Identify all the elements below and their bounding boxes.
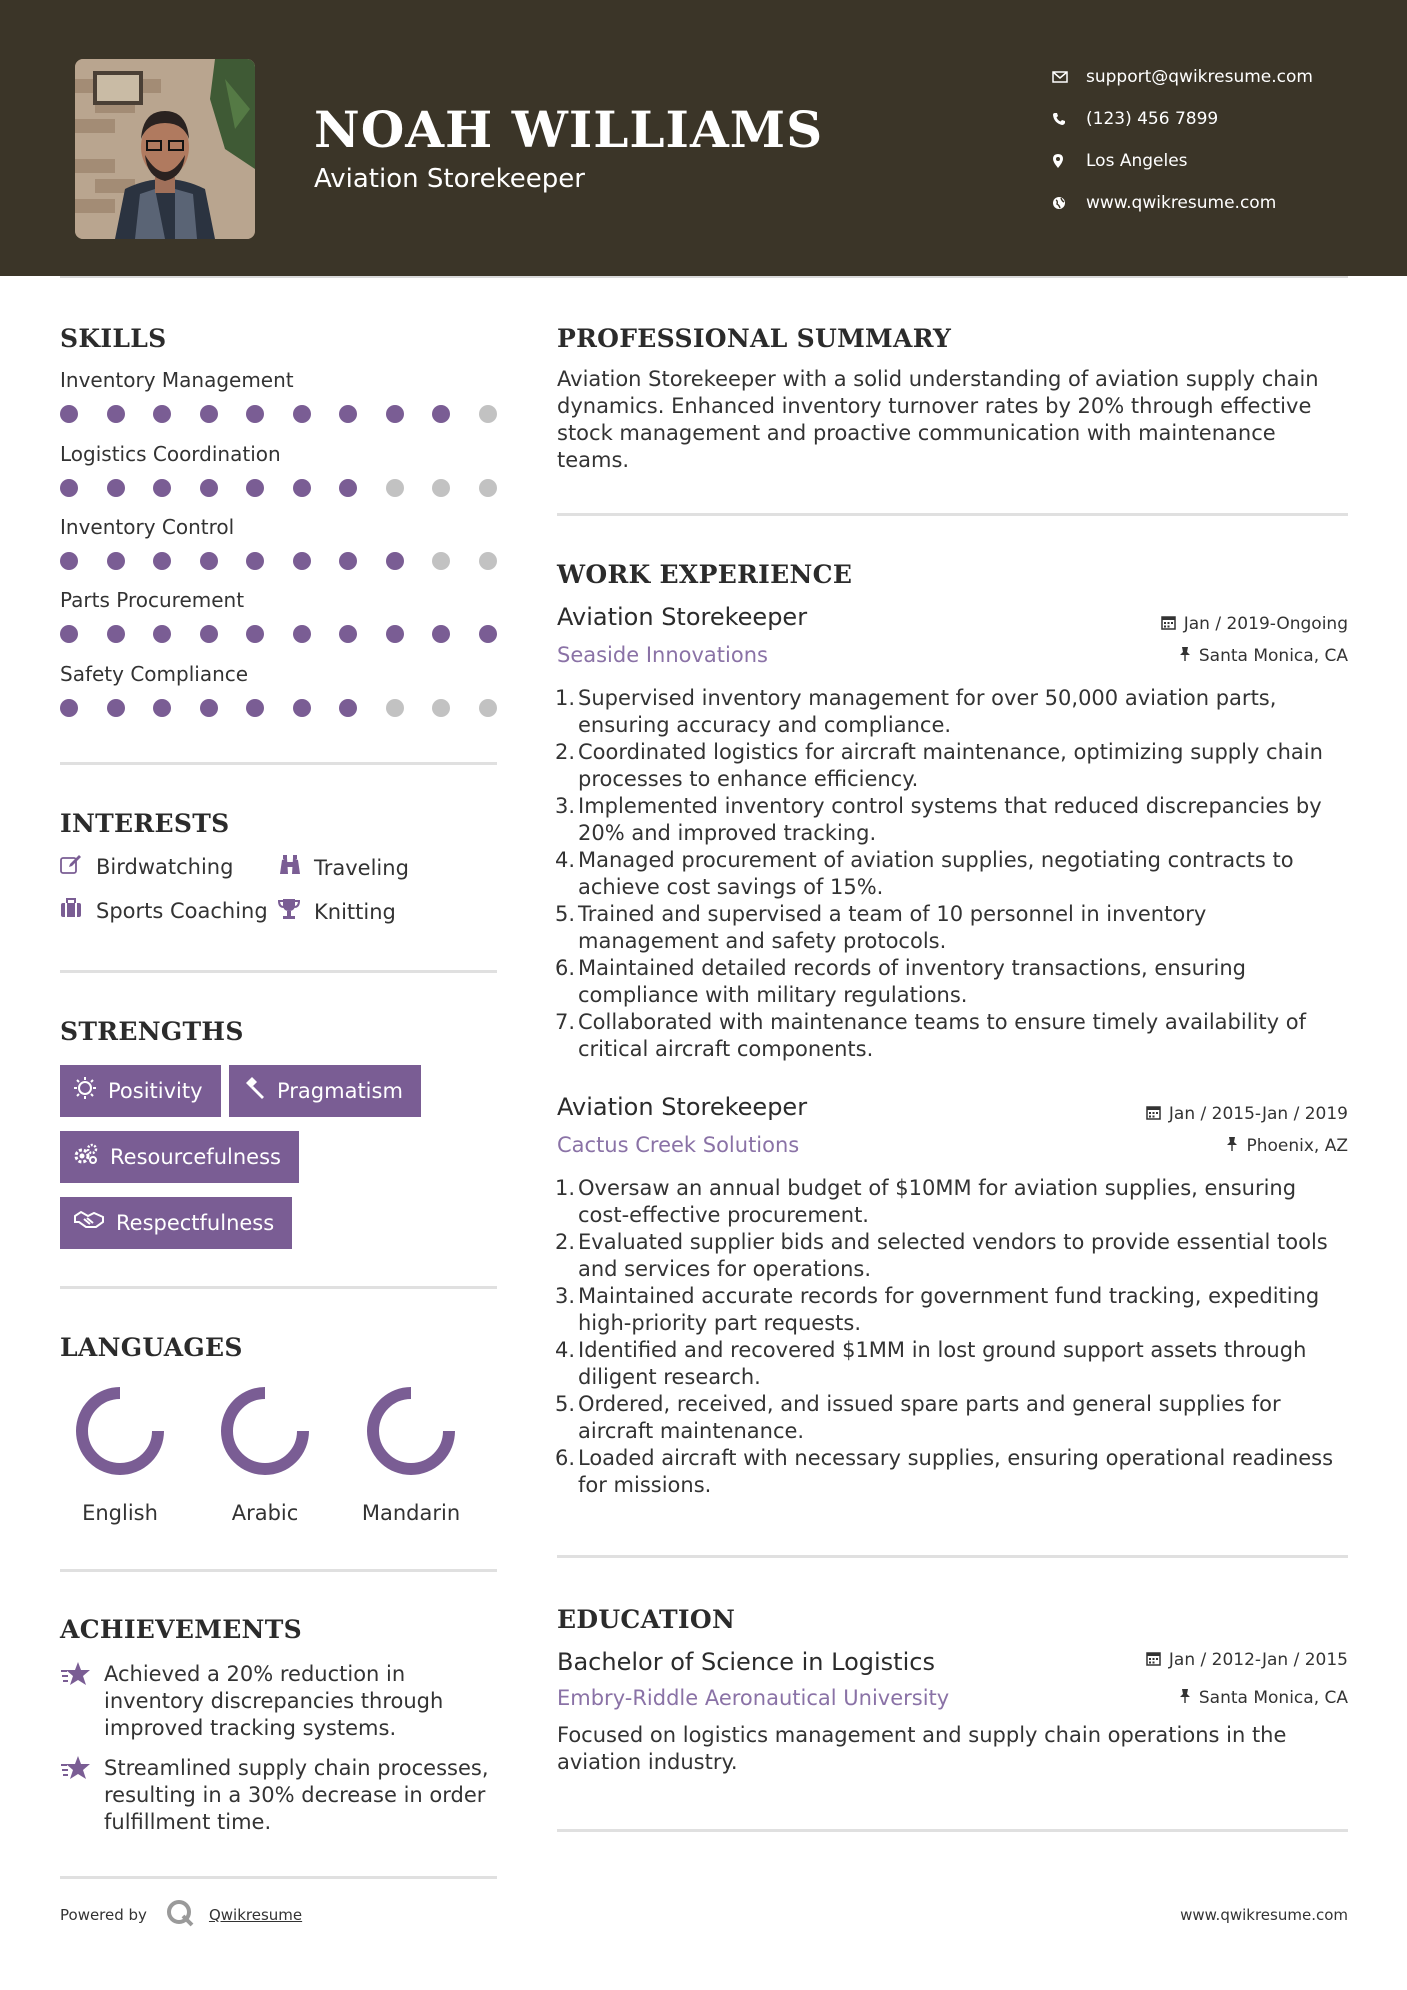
skill-rating [60,405,525,423]
skill-dot [432,625,450,643]
language-ring-arc [227,1393,303,1469]
skill-dot [339,552,357,570]
language-item [205,1385,325,1525]
language-ring-arc [373,1393,449,1469]
skill-dot [200,699,218,717]
job-location-text: Santa Monica, CA [1198,646,1348,666]
strength-badge [60,1065,221,1117]
skill-dot [153,625,171,643]
language-name: Mandarin [361,1501,461,1525]
contact-location [1052,140,1313,182]
skill-name: Parts Procurement [60,588,245,612]
skill-dot [246,552,264,570]
interest-label: Sports Coaching [96,898,268,923]
job-bullet: 3. Maintained accurate records for government fund tracking, expediting high-priority part requests. [554,1284,1320,1335]
skill-dot [107,699,125,717]
skill-dot [200,552,218,570]
language-name: English [82,1501,158,1525]
skill-dot [246,479,264,497]
strengths-heading: STRENGTHS [60,1017,244,1046]
education-school: Embry-Riddle Aeronautical University [557,1686,950,1710]
pencil-icon [60,854,96,879]
strength-label: Pragmatism [277,1079,403,1103]
contact-phone-text: (123) 456 7899 [1086,109,1219,129]
job-location [1179,646,1348,666]
skill-dot [153,405,171,423]
languages-heading: LANGUAGES [60,1333,243,1362]
skill-dot [479,699,497,717]
skill-dot [107,552,125,570]
skill-dot [153,552,171,570]
skill-dot [153,699,171,717]
job-dates [1161,614,1348,634]
achievements-heading: ACHIEVEMENTS [60,1615,302,1644]
job-bullet: 1. Supervised inventory management for over 50,000 aviation parts, ensuring accuracy and compliance. [554,686,1277,737]
job-dates-text: Jan / 2015-Jan / 2019 [1168,1104,1348,1124]
job-bullet: 1. Oversaw an annual budget of $10MM for aviation supplies, ensuring cost-effective procurement. [554,1176,1297,1227]
skill-dot [107,625,125,643]
skill-dot [386,552,404,570]
skill-dot [386,479,404,497]
skill-name: Logistics Coordination [60,442,281,466]
binoculars-icon [278,854,314,881]
job-dates [1146,1104,1348,1124]
achievement-text: Streamlined supply chain processes, resulting in a 30% decrease in order fulfillment time. [104,1756,489,1834]
footer-branding [60,1898,302,1932]
interest-item [60,854,233,879]
interest-label: Knitting [314,899,396,924]
section-divider [60,1876,497,1879]
skill-dot [479,405,497,423]
pushpin-icon [1179,1688,1191,1708]
skill-dot [432,479,450,497]
skill-dot [386,699,404,717]
sun-icon [74,1077,96,1105]
language-name: Arabic [231,1501,299,1525]
job-company: Cactus Creek Solutions [557,1133,800,1157]
contact-phone[interactable] [1052,98,1313,140]
star-icon [60,1755,104,1836]
job-bullet: 5. Ordered, received, and issued spare parts and general supplies for aircraft maintenance. [554,1392,1281,1443]
job-location [1226,1136,1348,1156]
job-location-text: Phoenix, AZ [1246,1136,1348,1156]
skill-rating [60,625,525,643]
job-bullet: 4. Managed procurement of aviation supplies, negotiating contracts to achieve cost savings of 15%. [554,848,1294,899]
job-bullet: 2. Coordinated logistics for aircraft maintenance, optimizing supply chain processes to enhance efficiency. [554,740,1323,791]
profile-photo [75,59,255,239]
interests-heading: INTERESTS [60,809,230,838]
experience-heading: WORK EXPERIENCE [557,560,853,589]
skill-rating [60,479,525,497]
skill-dot [246,405,264,423]
calendar-icon [1146,1105,1161,1124]
pushpin-icon [1179,646,1191,666]
hammer-icon [243,1077,265,1105]
contact-website[interactable] [1052,182,1313,224]
skill-dot [293,625,311,643]
job-bullet: 6. Maintained detailed records of inventory transactions, ensuring compliance with military regulations. [554,956,1246,1007]
globe-icon [1052,196,1086,210]
qwikresume-link[interactable]: Qwikresume [208,1906,303,1924]
contact-location-text: Los Angeles [1086,151,1188,171]
strength-label: Respectfulness [116,1211,275,1235]
strength-badge [229,1065,421,1117]
skill-dot [293,699,311,717]
skill-dot [432,552,450,570]
section-divider [60,1286,497,1289]
job-bullet: 6. Loaded aircraft with necessary supplies, ensuring operational readiness for missions. [554,1446,1334,1497]
skill-dot [200,479,218,497]
interest-label: Birdwatching [96,854,234,879]
language-item [351,1385,471,1525]
job-title: Aviation Storekeeper [557,1093,808,1121]
job-bullet: 3. Implemented inventory control systems that reduced discrepancies by 20% and improved tracking. [554,794,1322,845]
skills-heading: SKILLS [60,324,167,353]
achievement-item [60,1661,500,1742]
calendar-icon [1161,615,1176,634]
skill-dot [60,479,78,497]
skill-dot [246,625,264,643]
skill-dot [107,405,125,423]
summary-heading: PROFESSIONAL SUMMARY [557,324,952,353]
education-description: Focused on logistics management and supply chain operations in the aviation industry. [557,1723,1287,1774]
skill-dot [246,699,264,717]
summary-text: Aviation Storekeeper with a solid understanding of aviation supply chain dynamics. Enhanced inventory turnover rates by 20% through effective stock management and proactive communication with maintenance teams. [557,367,1319,472]
section-divider [557,1555,1348,1558]
skill-dot [339,699,357,717]
education-heading: EDUCATION [557,1605,736,1634]
skill-dot [339,625,357,643]
skill-name: Inventory Management [60,368,294,392]
interest-item [278,854,409,881]
skill-dot [293,479,311,497]
language-ring [74,1385,166,1477]
strength-badge [60,1131,299,1183]
job-bullets [551,1175,1351,1499]
skill-dot [200,625,218,643]
skill-dot [293,405,311,423]
section-divider [557,513,1348,516]
skill-dot [479,552,497,570]
header-divider [60,276,1348,278]
skill-dot [60,699,78,717]
map-pin-icon [1052,153,1086,169]
skill-rating [60,699,525,717]
section-divider [60,970,497,973]
section-divider [60,1569,497,1572]
job-bullet: 5. Trained and supervised a team of 10 personnel in inventory management and safety protocols. [554,902,1207,953]
skill-dot [479,625,497,643]
gears-icon [74,1143,98,1171]
skill-dot [432,699,450,717]
interest-label: Traveling [314,855,409,880]
pushpin-icon [1226,1136,1238,1156]
phone-icon [1052,112,1086,126]
job-bullet: 7. Collaborated with maintenance teams to ensure timely availability of critical aircraft components. [554,1010,1306,1061]
qwikresume-logo-icon [165,1898,195,1932]
education-location-text: Santa Monica, CA [1198,1688,1348,1708]
skill-name: Safety Compliance [60,662,249,686]
briefcase-icon [60,898,96,923]
skill-name: Inventory Control [60,515,235,539]
interest-item [60,898,268,923]
skill-dot [293,552,311,570]
section-divider [60,762,497,765]
interest-item [278,898,396,925]
section-divider [557,1829,1348,1832]
trophy-icon [278,898,314,925]
language-ring [365,1385,457,1477]
contact-list [1052,56,1313,224]
skill-dot [107,479,125,497]
skill-rating [60,552,525,570]
job-title: Aviation Storekeeper [557,603,808,631]
education-dates-text: Jan / 2012-Jan / 2015 [1168,1650,1348,1670]
skill-dot [386,405,404,423]
education-degree: Bachelor of Science in Logistics [557,1648,935,1676]
job-bullet: 4. Identified and recovered $1MM in lost ground support assets through diligent research. [554,1338,1307,1389]
skill-dot [60,405,78,423]
resume-header [0,0,1407,276]
language-item [60,1385,180,1525]
contact-email[interactable] [1052,56,1313,98]
calendar-icon [1146,1651,1161,1670]
envelope-icon [1052,71,1086,83]
job-bullets [551,685,1351,1063]
job-bullet: 2. Evaluated supplier bids and selected vendors to provide essential tools and services for operations. [554,1230,1328,1281]
skill-dot [200,405,218,423]
skill-dot [479,479,497,497]
skill-dot [60,625,78,643]
achievement-item [60,1755,500,1836]
skill-dot [386,625,404,643]
achievement-text: Achieved a 20% reduction in inventory discrepancies through improved tracking systems. [104,1662,444,1740]
language-ring-arc [82,1393,158,1469]
star-icon [60,1661,104,1742]
strength-label: Positivity [108,1079,203,1103]
strength-badge [60,1197,292,1249]
skill-dot [339,405,357,423]
skill-dot [432,405,450,423]
skill-dot [153,479,171,497]
language-ring [219,1385,311,1477]
footer-website[interactable]: www.qwikresume.com [1180,1906,1348,1924]
handshake-icon [74,1210,104,1236]
job-company: Seaside Innovations [557,643,768,667]
skill-dot [339,479,357,497]
candidate-role: Aviation Storekeeper [314,164,585,194]
education-location [1179,1688,1348,1708]
job-dates-text: Jan / 2019-Ongoing [1183,614,1348,634]
powered-by-text: Powered by [60,1906,147,1924]
skill-dot [60,552,78,570]
candidate-name: NOAH WILLIAMS [314,100,824,159]
strength-label: Resourcefulness [110,1145,281,1169]
education-dates [1146,1650,1348,1670]
contact-website-text: www.qwikresume.com [1086,193,1277,213]
contact-email-text: support@qwikresume.com [1086,67,1313,87]
